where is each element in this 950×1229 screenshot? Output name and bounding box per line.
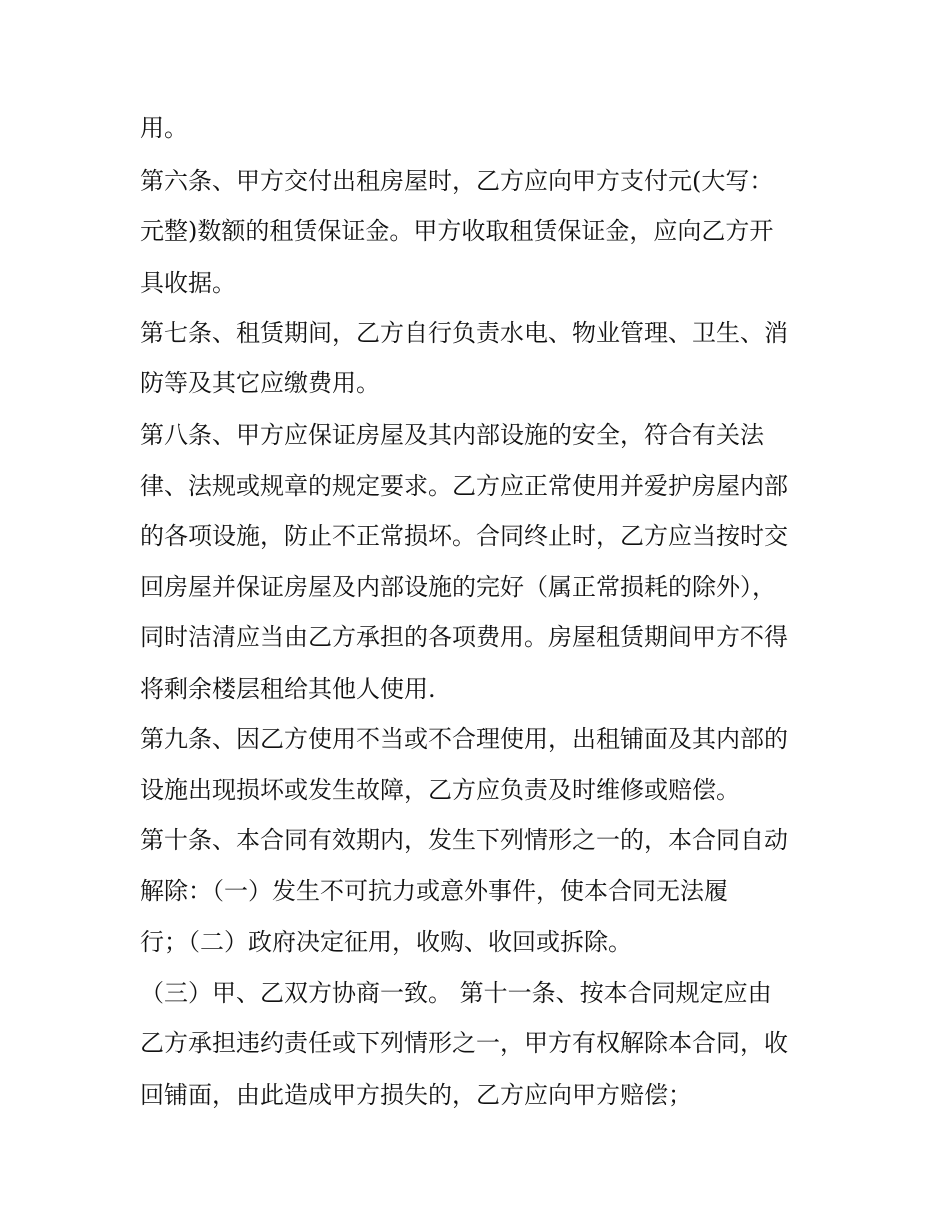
text-line: 第六条、甲方交付出租房屋时，乙方应向甲方支付元(大写： [140, 167, 774, 195]
text-line: （三）甲、乙双方协商一致。 第十一条、按本合同规定应由 [140, 979, 772, 1007]
text-line: 同时洁清应当由乙方承担的各项费用。房屋租赁期间甲方不得 [140, 623, 788, 651]
text-line: 乙方承担违约责任或下列情形之一，甲方有权解除本合同，收 [140, 1029, 788, 1057]
text-line: 行；（二）政府决定征用，收购、收回或拆除。 [140, 928, 632, 956]
text-line: 的各项设施，防止不正常损坏。合同终止时，乙方应当按时交 [140, 522, 788, 550]
text-line: 具收据。 [140, 269, 236, 297]
text-line: 第九条、因乙方使用不当或不合理使用，出租铺面及其内部的 [140, 725, 788, 753]
text-line: 用。 [140, 114, 188, 142]
text-line: 回铺面，由此造成甲方损失的，乙方应向甲方赔偿； [140, 1081, 692, 1109]
text-line: 将剩余楼层租给其他人使用. [140, 675, 436, 703]
text-line: 防等及其它应缴费用。 [140, 369, 380, 397]
text-line: 解除：（一）发生不可抗力或意外事件，使本合同无法履 [140, 877, 728, 905]
text-line: 第十条、本合同有效期内，发生下列情形之一的，本合同自动 [140, 826, 788, 854]
text-line: 回房屋并保证房屋及内部设施的完好（属正常损耗的除外）， [140, 573, 776, 601]
text-line: 设施出现损坏或发生故障，乙方应负责及时维修或赔偿。 [140, 776, 740, 804]
text-line: 第七条、租赁期间，乙方自行负责水电、物业管理、卫生、消 [140, 319, 788, 347]
text-line: 元整)数额的租赁保证金。甲方收取租赁保证金，应向乙方开 [140, 217, 774, 245]
text-line: 律、法规或规章的规定要求。乙方应正常使用并爱护房屋内部 [140, 472, 788, 500]
text-line: 第八条、甲方应保证房屋及其内部设施的安全，符合有关法 [140, 421, 764, 449]
